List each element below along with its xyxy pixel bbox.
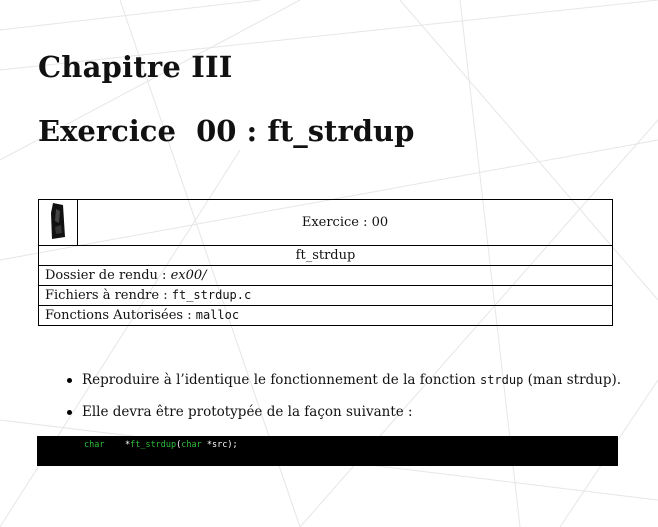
list-item xyxy=(62,370,621,402)
code-block xyxy=(37,436,618,466)
folder-row xyxy=(39,266,613,286)
instruction-text: Elle devra être prototypée de la façon suivante : xyxy=(82,404,413,420)
function-name: ft_strdup xyxy=(295,248,356,263)
code-return-type: char xyxy=(84,440,105,450)
chapter-title: Chapitre III xyxy=(38,50,233,84)
bullet-icon xyxy=(67,410,72,415)
allowed-functions-row xyxy=(39,306,613,326)
files-row xyxy=(39,286,613,306)
files-value: ft_strdup.c xyxy=(171,288,252,302)
code-param: *src); xyxy=(201,440,238,450)
school-logo-icon xyxy=(50,203,66,239)
exercise-number: Exercice : 00 xyxy=(301,215,389,230)
instructions-list xyxy=(62,370,621,434)
exercise-title: Exercice 00 : ft_strdup xyxy=(38,114,415,148)
code-open-paren: ( xyxy=(176,440,182,450)
folder-label: Dossier de rendu : xyxy=(45,268,171,283)
exercise-number-cell xyxy=(78,200,613,246)
function-name-cell xyxy=(39,246,613,266)
list-item xyxy=(62,402,621,434)
instruction-code: strdup xyxy=(479,373,524,387)
allowed-functions-label: Fonctions Autorisées : xyxy=(45,308,196,323)
code-param-type: char xyxy=(181,440,202,450)
instruction-text: Reproduire à l’identique le fonctionnement de la fonction xyxy=(82,372,480,388)
code-star: * xyxy=(124,440,131,450)
bullet-icon xyxy=(67,378,72,383)
code-padding xyxy=(104,440,124,450)
school-logo-cell xyxy=(39,200,78,246)
files-label: Fichiers à rendre : xyxy=(45,288,172,303)
instruction-text-end: (man strdup). xyxy=(523,372,622,388)
exercise-info-table xyxy=(38,199,613,326)
allowed-functions-value: malloc xyxy=(195,308,240,322)
folder-value: ex00/ xyxy=(170,268,207,283)
code-function-name: ft_strdup xyxy=(130,440,177,450)
